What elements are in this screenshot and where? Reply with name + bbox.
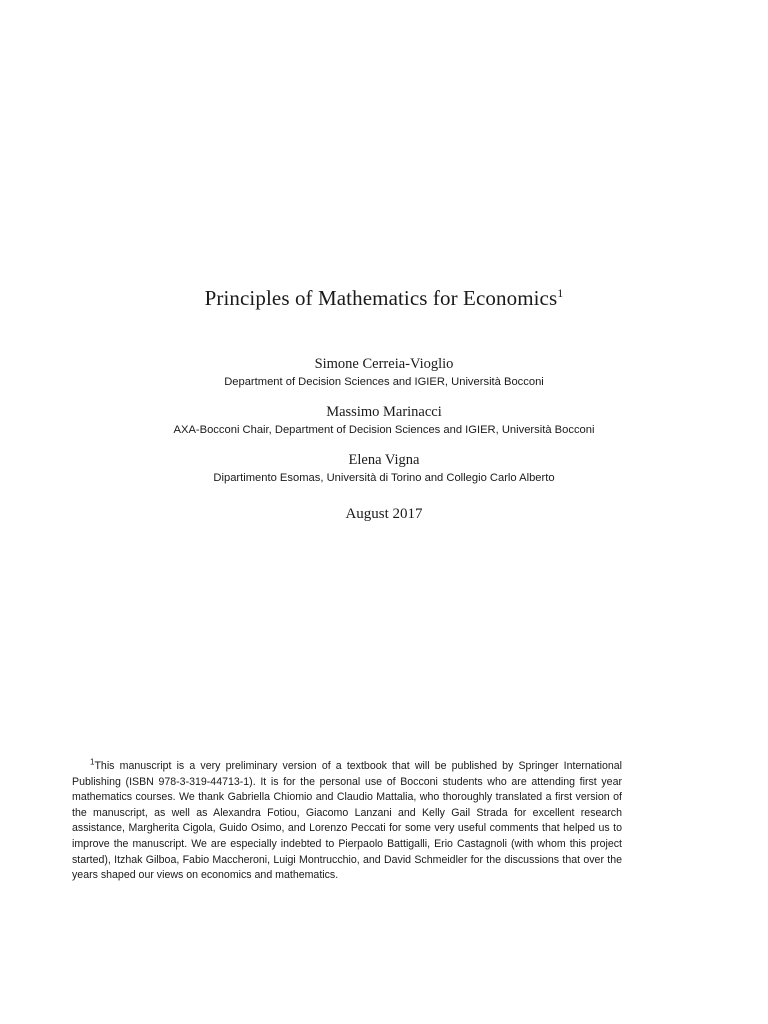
author-name: Elena Vigna [348, 452, 420, 468]
document-title [0, 286, 768, 311]
author-name: Simone Cerreia-Vioglio [314, 356, 454, 372]
document-date: August 2017 [345, 506, 423, 522]
author-affiliation: Dipartimento Esomas, Università di Torino and Collegio Carlo Alberto [213, 472, 555, 484]
author-block-cerreia-vioglio [0, 355, 768, 390]
title-footnote-mark: 1 [557, 286, 564, 300]
author-affiliation: AXA-Bocconi Chair, Department of Decision Sciences and IGIER, Università Bocconi [173, 424, 595, 436]
footnote-text: This manuscript is a very preliminary version of a textbook that will be published by Springer International Publishing (ISBN 978-3-319-44713-1). It is for the personal use of Bocconi students who are attending first year mathematics courses. We thank Gabriella Chiomio and Claudio Mattalia, who thoroughly translated a first version of the manuscript, as well as Alexandra Fotiou, Giacomo Lanzani and Kelly Gail Strada for excellent research assistance, Margherita Cigola, Guido Osimo, and Lorenzo Peccati for some very useful comments that helped us to improve the manuscript. We are especially indebted to Pierpaolo Battigalli, Erio Castagnoli (with whom this project started), Itzhak Gilboa, Fabio Maccheroni, Luigi Montrucchio, and David Schmeidler for the discussions that over the years shaped our views on economics and mathematics. [72, 760, 622, 882]
author-affiliation: Department of Decision Sciences and IGIER, Università Bocconi [224, 376, 544, 388]
author-block-vigna [0, 451, 768, 486]
author-name: Massimo Marinacci [326, 404, 442, 420]
footnote-mark: 1 [90, 757, 95, 767]
title-text: Principles of Mathematics for Economics [204, 286, 558, 310]
author-block-marinacci [0, 403, 768, 438]
footnote [72, 759, 622, 884]
